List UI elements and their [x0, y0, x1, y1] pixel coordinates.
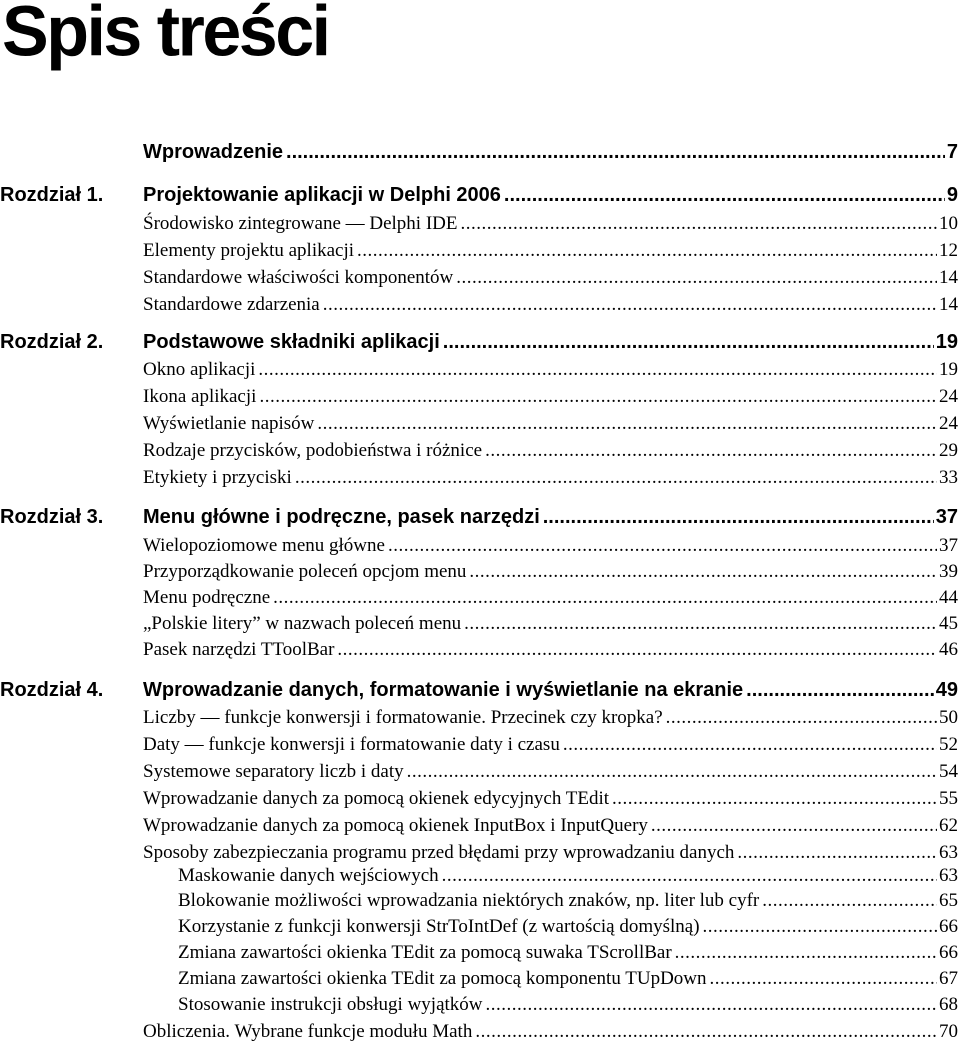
toc-entry-title: Wprowadzanie danych za pomocą okienek edycyjnych TEdit [143, 788, 610, 809]
dot-leader [259, 383, 937, 410]
toc-page-number: 19 [939, 359, 958, 380]
toc-page-number: 14 [939, 294, 958, 315]
toc-entry-title: Systemowe separatory liczb i daty [143, 761, 404, 782]
toc-chapter-heading[interactable] [143, 676, 958, 704]
toc-entry[interactable] [143, 356, 958, 383]
chapter-label: Rozdział 1. [0, 184, 104, 206]
chapter-label: Rozdział 2. [0, 331, 104, 353]
toc-entry[interactable] [143, 532, 958, 559]
toc-entry-title: „Polskie litery” w nazwach poleceń menu [143, 613, 462, 634]
toc-entry[interactable] [143, 264, 958, 291]
toc-subentry[interactable] [178, 991, 958, 1018]
dot-leader [295, 464, 937, 491]
toc-entry-title: Stosowanie instrukcji obsługi wyjątków [178, 994, 483, 1015]
toc-page-number: 65 [939, 890, 958, 911]
dot-leader [286, 138, 945, 166]
dot-leader [543, 503, 934, 531]
toc-entry-title: Standardowe zdarzenia [143, 294, 320, 315]
toc-chapter-heading[interactable] [143, 503, 958, 531]
toc-entry-title: Obliczenia. Wybrane funkcje modułu Math [143, 1021, 473, 1042]
dot-leader [504, 181, 945, 209]
toc-entry-title: Pasek narzędzi TToolBar [143, 639, 335, 660]
toc-entry[interactable] [143, 610, 958, 637]
toc-page-number: 68 [939, 994, 958, 1015]
toc-page-number: 45 [939, 613, 958, 634]
toc-entry[interactable] [143, 558, 958, 585]
toc-entry[interactable] [143, 636, 958, 663]
dot-leader [317, 410, 937, 437]
toc-page-number: 46 [939, 639, 958, 660]
toc-page-number: 49 [935, 679, 958, 701]
toc-page-number: 29 [939, 440, 958, 461]
toc-entry-title: Standardowe właściwości komponentów [143, 267, 454, 288]
toc-subentry[interactable] [178, 913, 958, 940]
toc-page-number: 37 [935, 506, 958, 528]
chapter-label: Rozdział 3. [0, 506, 104, 528]
toc-entry[interactable] [143, 758, 958, 785]
toc-subentry[interactable] [178, 965, 958, 992]
toc-chapter-heading[interactable] [143, 181, 958, 209]
toc-entry-title: Przyporządkowanie poleceń opcjom menu [143, 561, 467, 582]
toc-entry[interactable] [143, 210, 958, 237]
dot-leader [651, 812, 937, 839]
toc-entry-title: Wyświetlanie napisów [143, 413, 315, 434]
toc-entry-title: Elementy projektu aplikacji [143, 240, 355, 261]
toc-page-number: 9 [946, 184, 958, 206]
toc-entry-title: Blokowanie możliwości wprowadzania niektórych znaków, np. liter lub cyfr [178, 890, 760, 911]
toc-entry-title: Korzystanie z funkcji konwersji StrToIntDef (z wartością domyślną) [178, 916, 700, 937]
toc-entry[interactable] [143, 812, 958, 839]
dot-leader [469, 558, 937, 585]
toc-subentry[interactable] [178, 862, 958, 889]
toc-entry[interactable] [143, 464, 958, 491]
dot-leader [486, 991, 937, 1018]
dot-leader [612, 785, 937, 812]
toc-entry-title: Zmiana zawartości okienka TEdit za pomocą suwaka TScrollBar [178, 942, 672, 963]
toc-page-number: 37 [939, 535, 958, 556]
toc-subentry[interactable] [178, 887, 958, 914]
toc-entry-title: Wprowadzanie danych za pomocą okienek InputBox i InputQuery [143, 815, 648, 836]
toc-entry-title: Menu główne i podręczne, pasek narzędzi [143, 506, 540, 528]
toc-page-number: 33 [939, 467, 958, 488]
dot-leader [443, 328, 934, 356]
dot-leader [746, 676, 934, 704]
dot-leader [485, 437, 937, 464]
toc-entry-title: Wprowadzanie danych, formatowanie i wyświetlanie na ekranie [143, 679, 744, 701]
toc-chapter-heading[interactable] [143, 328, 958, 356]
toc-page-number: 63 [939, 842, 958, 863]
chapter-label: Rozdział 4. [0, 679, 104, 701]
dot-leader [357, 237, 937, 264]
dot-leader [456, 264, 937, 291]
dot-leader [475, 1018, 937, 1045]
toc-entry-title: Wielopoziomowe menu główne [143, 535, 385, 556]
toc-page-number: 7 [946, 141, 958, 163]
toc-entry-title: Zmiana zawartości okienka TEdit za pomocą komponentu TUpDown [178, 968, 707, 989]
dot-leader [703, 913, 937, 940]
toc-page-number: 66 [939, 942, 958, 963]
dot-leader [337, 636, 937, 663]
toc-entry-title: Rodzaje przycisków, podobieństwa i różnice [143, 440, 483, 461]
toc-page-number: 62 [939, 815, 958, 836]
toc-entry-title: Sposoby zabezpieczania programu przed błędami przy wprowadzaniu danych [143, 842, 735, 863]
dot-leader [388, 532, 937, 559]
dot-leader [273, 584, 937, 611]
toc-entry-title: Podstawowe składniki aplikacji [143, 331, 440, 353]
toc-page-number: 52 [939, 734, 958, 755]
toc-page-number: 12 [939, 240, 958, 261]
toc-entry[interactable] [143, 383, 958, 410]
toc-entry-title: Etykiety i przyciski [143, 467, 292, 488]
toc-entry-title: Projektowanie aplikacji w Delphi 2006 [143, 184, 501, 206]
toc-entry[interactable] [143, 291, 958, 318]
toc-page-number: 14 [939, 267, 958, 288]
dot-leader [563, 731, 937, 758]
toc-page-number: 66 [939, 916, 958, 937]
toc-entry-title: Okno aplikacji [143, 359, 256, 380]
toc-entry[interactable] [143, 731, 958, 758]
dot-leader [407, 758, 937, 785]
dot-leader [442, 862, 937, 889]
dot-leader [323, 291, 937, 318]
toc-entry-title: Menu podręczne [143, 587, 271, 608]
toc-entry[interactable] [143, 237, 958, 264]
dot-leader [666, 704, 937, 731]
toc-entry[interactable] [143, 584, 958, 611]
dot-leader [461, 210, 938, 237]
toc-page-number: 55 [939, 788, 958, 809]
toc-entry-title: Wprowadzenie [143, 141, 284, 163]
toc-entry[interactable] [143, 410, 958, 437]
toc-entry-title: Liczby — funkcje konwersji i formatowanie. Przecinek czy kropka? [143, 707, 663, 728]
toc-entry-title: Środowisko zintegrowane — Delphi IDE [143, 213, 458, 234]
toc-page-number: 10 [939, 213, 958, 234]
toc-page-number: 19 [935, 331, 958, 353]
toc-entry[interactable] [143, 437, 958, 464]
dot-leader [464, 610, 937, 637]
toc-subentry[interactable] [178, 939, 958, 966]
toc-entry-title: Maskowanie danych wejściowych [178, 865, 439, 886]
dot-leader [710, 965, 937, 992]
toc-page-number: 24 [939, 386, 958, 407]
toc-entry-intro[interactable] [143, 138, 958, 166]
toc-entry-title: Daty — funkcje konwersji i formatowanie daty i czasu [143, 734, 560, 755]
toc-entry[interactable] [143, 785, 958, 812]
toc-entry[interactable] [143, 1018, 958, 1045]
page-title: Spis treści [2, 0, 329, 71]
toc-entry[interactable] [143, 704, 958, 731]
dot-leader [675, 939, 937, 966]
dot-leader [258, 356, 937, 383]
toc-page-number: 44 [939, 587, 958, 608]
toc-page-number: 54 [939, 761, 958, 782]
toc-page-number: 24 [939, 413, 958, 434]
toc-page-number: 39 [939, 561, 958, 582]
dot-leader [762, 887, 937, 914]
toc-page-number: 50 [939, 707, 958, 728]
toc-entry-title: Ikona aplikacji [143, 386, 257, 407]
toc-page-number: 63 [939, 865, 958, 886]
toc-page-number: 67 [939, 968, 958, 989]
toc-page-number: 70 [939, 1021, 958, 1042]
